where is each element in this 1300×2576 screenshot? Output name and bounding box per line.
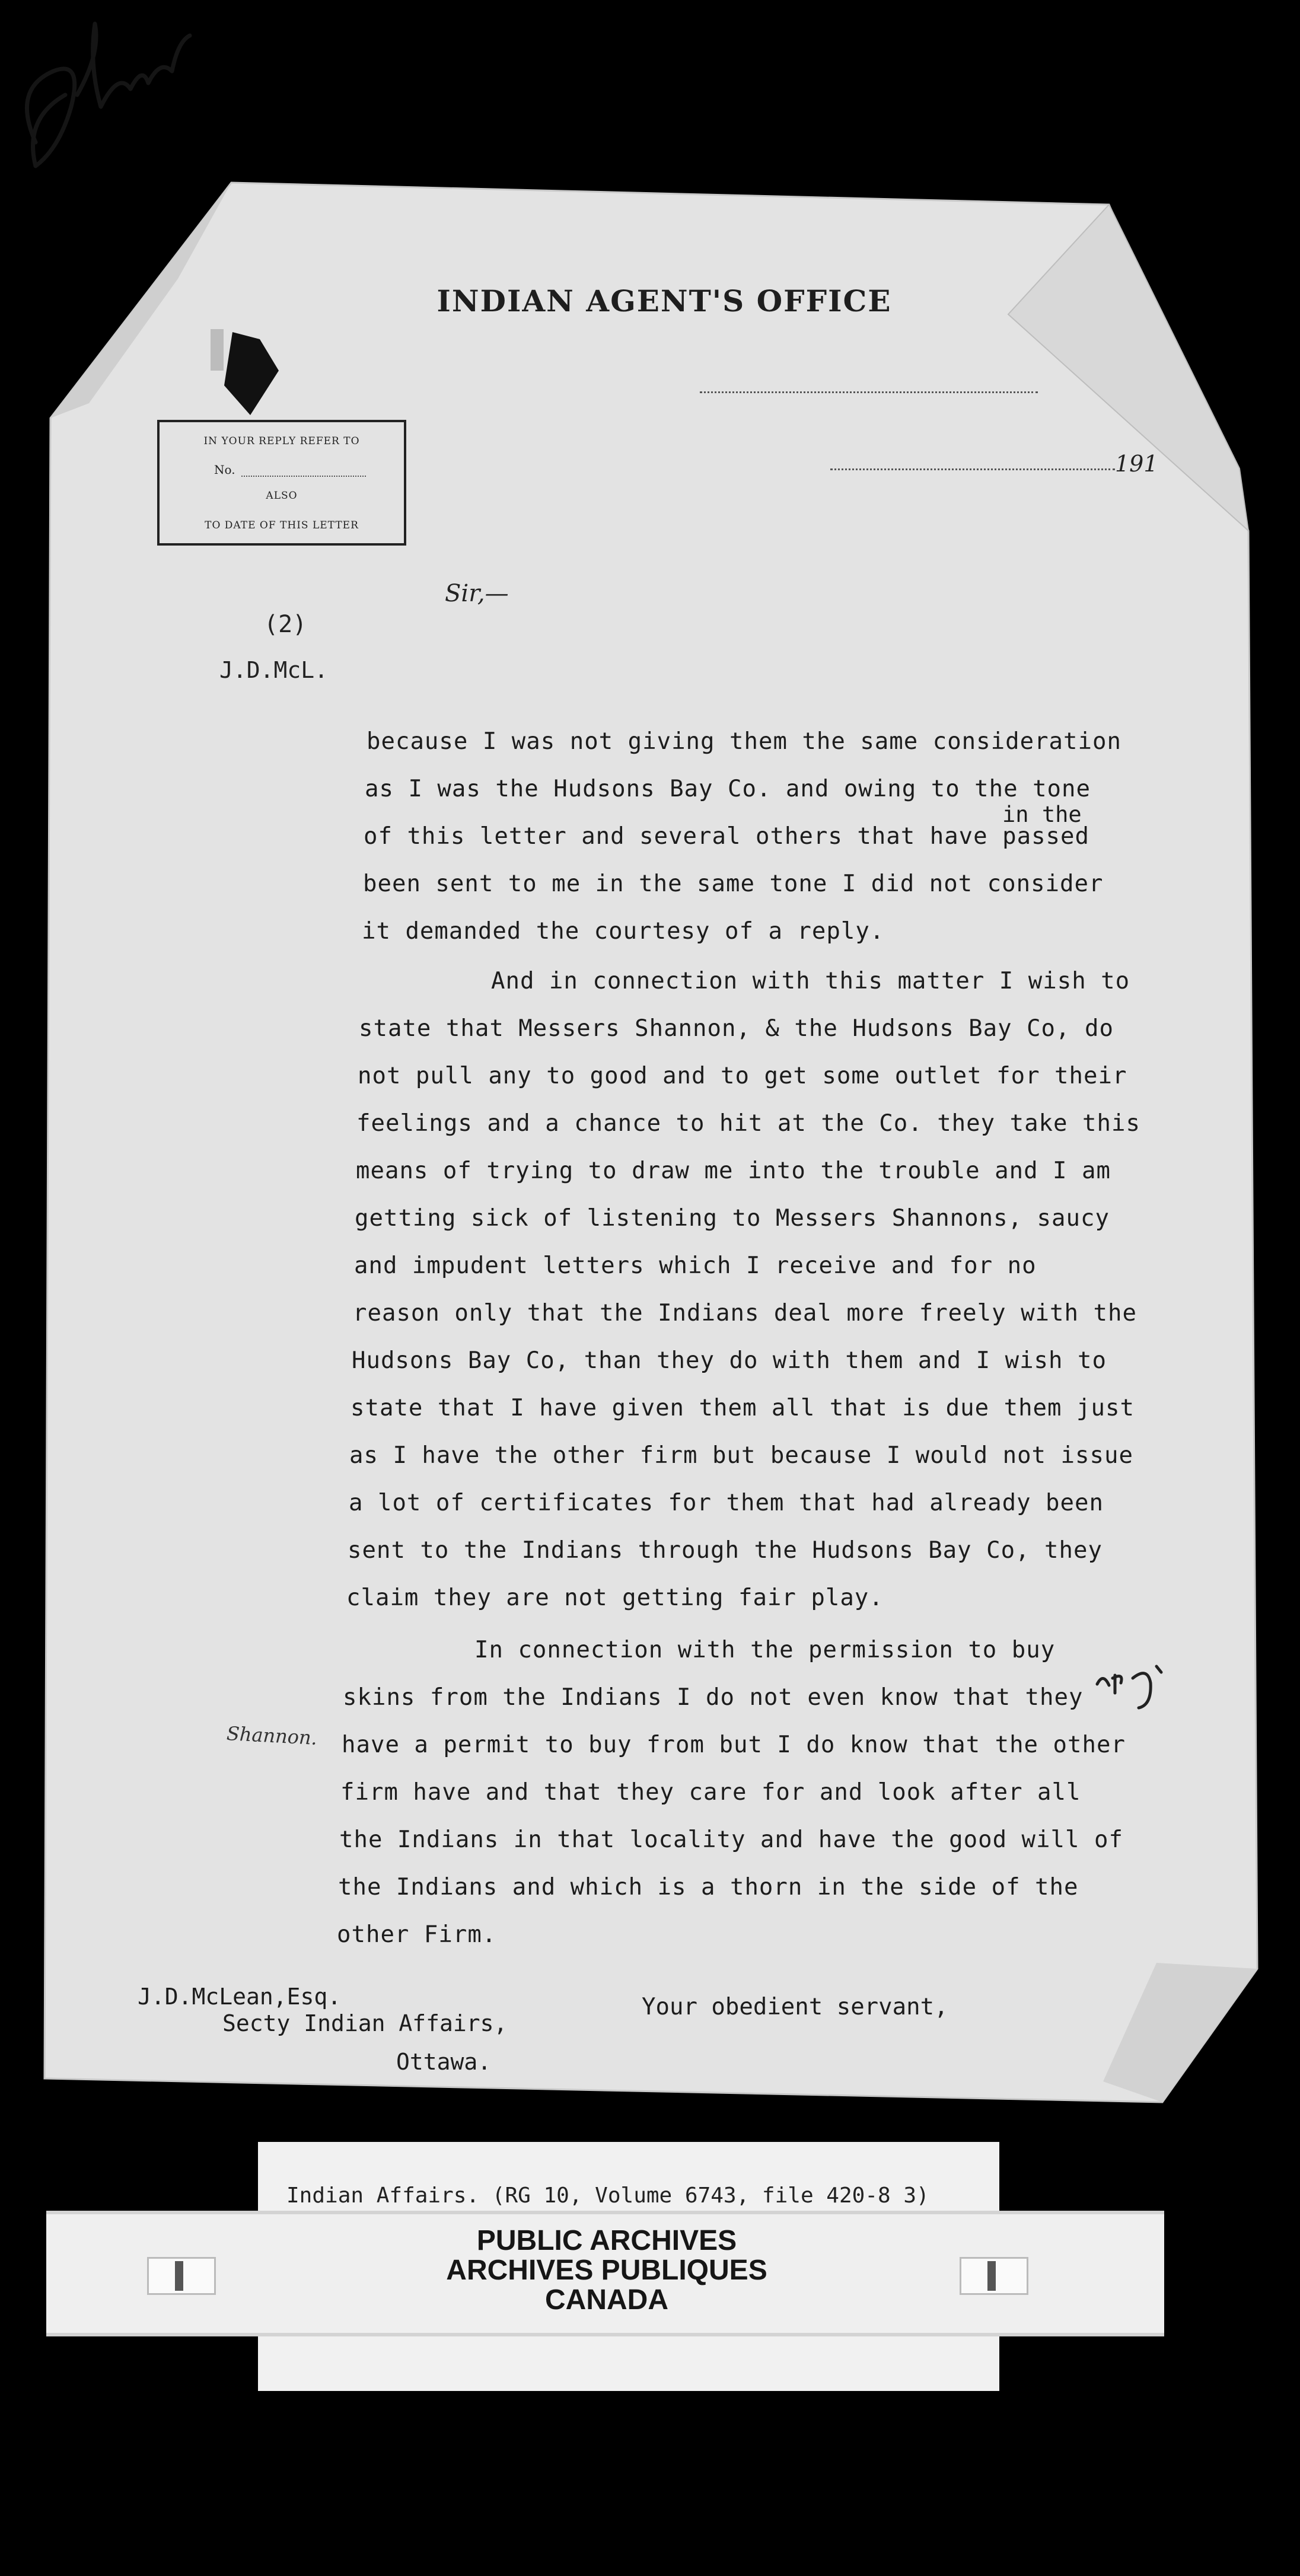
body-line: as I have the other firm but because I would not issue	[349, 1442, 1133, 1469]
reference-line-1: IN YOUR REPLY REFER TO	[203, 435, 360, 447]
body-line: means of trying to draw me into the trouble and I am	[356, 1158, 1111, 1184]
body-line: claim they are not getting fair play.	[346, 1585, 884, 1611]
body-line: as I was the Hudsons Bay Co. and owing to the tone	[365, 776, 1091, 802]
body-line: getting sick of listening to Messers Shannons, saucy	[355, 1205, 1110, 1232]
body-line: skins from the Indians I do not even know that they	[343, 1684, 1084, 1711]
addressee-title: Secty Indian Affairs,	[222, 2010, 508, 2036]
body-line: In connection with the permission to buy	[474, 1637, 1056, 1663]
file-reference: J.D.McL.	[219, 657, 329, 683]
archive-stamp-line: ARCHIVES PUBLIQUES	[446, 2255, 767, 2286]
archive-band	[46, 2211, 1164, 2336]
body-line: the Indians in that locality and have the good will of	[339, 1826, 1123, 1853]
archive-stamp	[414, 2226, 799, 2315]
band-tab-right	[960, 2257, 1028, 2295]
body-line: sent to the Indians through the Hudsons Bay Co, they	[348, 1537, 1103, 1564]
body-line: And in connection with this matter I wish to	[491, 968, 1130, 994]
margin-note: Shannon.	[226, 1722, 318, 1749]
archive-stamp-line: PUBLIC ARCHIVES	[476, 2225, 737, 2256]
body-line: a lot of certificates for them that had already been	[349, 1490, 1104, 1516]
addressee-city: Ottawa.	[396, 2049, 492, 2075]
reference-line-3: ALSO	[266, 490, 298, 502]
closing: Your obedient servant,	[642, 1994, 948, 2020]
year-suffix: 191	[1115, 451, 1158, 477]
body-line: reason only that the Indians deal more freely with the	[353, 1300, 1137, 1327]
page-number: (2)	[264, 611, 307, 638]
body-line: state that I have given them all that is due them just	[351, 1395, 1135, 1421]
archive-reference: Indian Affairs. (RG 10, Volume 6743, file 420-8 3)	[286, 2183, 929, 2208]
body-line: Hudsons Bay Co, than they do with them and I wish to	[352, 1347, 1107, 1374]
letterhead-title: INDIAN AGENT'S OFFICE	[436, 283, 892, 318]
body-line: state that Messers Shannon, & the Hudsons Bay Co, do	[359, 1015, 1114, 1042]
reference-number-label: No.	[214, 463, 235, 477]
body-line: feelings and a chance to hit at the Co. they take this	[356, 1110, 1140, 1137]
body-line: the Indians and which is a thorn in the side of the	[338, 1874, 1079, 1901]
body-line: have a permit to buy from but I do know that the other	[342, 1732, 1126, 1758]
signature	[0, 0, 202, 178]
body-line: not pull any to good and to get some outlet for their	[358, 1063, 1127, 1089]
band-notch	[987, 2261, 996, 2291]
band-notch	[175, 2261, 183, 2291]
reference-line-4: TO DATE OF THIS LETTER	[205, 519, 359, 531]
salutation: Sir,—	[445, 580, 509, 607]
addressee-name: J.D.McLean,Esq.	[138, 1984, 342, 2010]
archive-stamp-line: CANADA	[545, 2284, 668, 2316]
body-line: other Firm.	[337, 1921, 497, 1948]
band-tab-left	[147, 2257, 216, 2295]
insertion-text: in the	[1002, 802, 1082, 827]
body-line: because I was not giving them the same consideration	[367, 728, 1121, 755]
body-line: firm have and that they care for and look after all	[340, 1779, 1081, 1806]
body-line: of this letter and several others that have passed	[364, 823, 1089, 850]
body-line: and impudent letters which I receive and for no	[354, 1252, 1037, 1279]
body-line: been sent to me in the same tone I did not consider	[363, 871, 1104, 897]
body-line: it demanded the courtesy of a reply.	[362, 918, 885, 945]
handwritten-insert-mark	[1091, 1649, 1186, 1714]
